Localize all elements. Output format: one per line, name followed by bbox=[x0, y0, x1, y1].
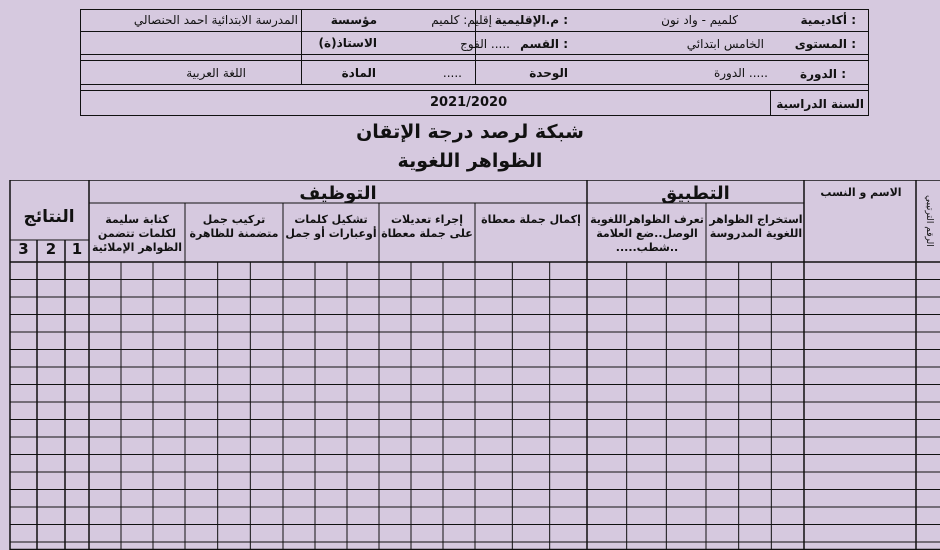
column-header: إجراء تعديلات على جملة معطاة bbox=[381, 213, 473, 240]
page-subtitle: الظواهر اللغوية bbox=[397, 150, 543, 172]
column-header: تشكيل كلمات أوعبارات أو جمل bbox=[285, 213, 377, 240]
section-value: الفوج ..... bbox=[460, 37, 510, 51]
page-title: شبكة لرصد درجة الإتقان bbox=[356, 121, 584, 143]
name-label: الاسم و النسب bbox=[820, 186, 902, 199]
result-header-3: 3 bbox=[18, 240, 29, 258]
academy-label: أكاديمية : bbox=[800, 13, 856, 27]
rank-label: الرقم الترتيبي bbox=[924, 195, 934, 247]
employment-label: التوظيف bbox=[299, 183, 377, 204]
level-value: الخامس ابتدائي bbox=[686, 37, 764, 51]
header-col-divider bbox=[301, 9, 302, 84]
subject-label: المادة bbox=[341, 66, 376, 80]
school-year-value: 2021/2020 bbox=[430, 95, 508, 110]
school-year-label: السنة الدراسية bbox=[776, 97, 864, 111]
regional-value: إقليم: كلميم bbox=[431, 13, 492, 27]
regional-label: م.الإقليمية : bbox=[494, 13, 568, 27]
cycle-value: الدورة ..... bbox=[713, 66, 768, 80]
academy-value: كلميم - واد نون bbox=[661, 13, 738, 27]
column-header: كتابة سليمة لكلمات تتضمن الظواهر الإملائية bbox=[92, 213, 182, 254]
institution-value: المدرسة الابتدائية احمد الحنصالي bbox=[133, 13, 298, 27]
column-header: استخراج الظواهر اللغوية المدروسة bbox=[709, 213, 803, 240]
column-header: إكمال جملة معطاة bbox=[481, 213, 581, 226]
section-label: القسم : bbox=[520, 37, 568, 51]
subject-value: اللغة العربية bbox=[186, 66, 246, 80]
teacher-label: الاستاذ(ة) bbox=[318, 36, 377, 50]
level-label: المستوى : bbox=[794, 37, 856, 51]
header-row-divider bbox=[80, 84, 869, 85]
header-col-divider bbox=[770, 90, 771, 116]
institution-label: مؤسسة bbox=[330, 13, 377, 27]
header-row-divider bbox=[80, 90, 869, 91]
results-label: النتائج bbox=[23, 207, 75, 227]
result-header-2: 2 bbox=[45, 240, 57, 258]
column-header: تعرف الظواهراللغوية الوصل..ضع العلامة ..شطب..... bbox=[590, 213, 704, 254]
application-label: التطبيق bbox=[661, 183, 730, 204]
result-header-1: 1 bbox=[71, 240, 83, 258]
unit-label: الوحدة bbox=[529, 66, 568, 80]
unit-value: ..... bbox=[442, 66, 462, 80]
column-header: تركيب جمل متضمنة للظاهرة bbox=[189, 213, 279, 240]
cycle-label: الدورة : bbox=[800, 67, 846, 81]
